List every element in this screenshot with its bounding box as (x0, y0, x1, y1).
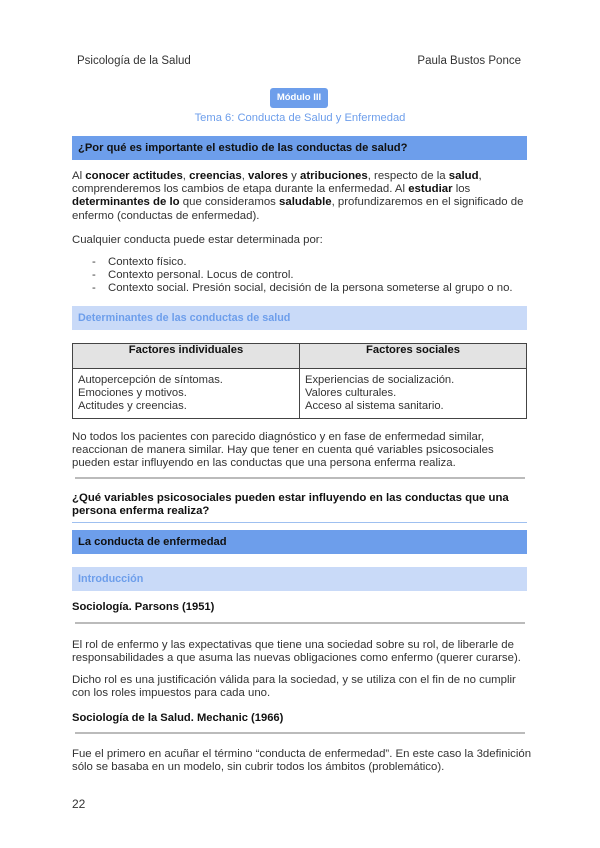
cell-line: Experiencias de socialización. (305, 374, 455, 386)
module-badge: Módulo III (270, 88, 328, 108)
header-author: Paula Bustos Ponce (417, 55, 521, 67)
divider (75, 732, 525, 734)
psychosocial-question: ¿Qué variables psicosociales pueden estar influyendo en las conductas que una persona enferma realiza? (72, 492, 509, 518)
divider (72, 522, 527, 523)
mechanic-title: Sociología de la Salud. Mechanic (1966) (72, 712, 284, 724)
cell-line: Valores culturales. (305, 387, 397, 400)
parsons-title: Sociología. Parsons (1951) (72, 601, 215, 613)
determined-by-text: Cualquier conducta puede estar determinada por: (72, 234, 323, 246)
patients-paragraph: No todos los pacientes con parecido diagnóstico y en fase de enfermedad similar, reaccionan de manera similar. Hay que tener en cuenta qué variables psicosociales pueden estar influyendo en las conductas que una persona enferma realiza. (72, 431, 494, 470)
table-header-row (73, 344, 527, 369)
topic-title: Tema 6: Conducta de Salud y Enfermedad (194, 112, 406, 124)
table-cell (300, 369, 527, 419)
table-cell (73, 369, 300, 419)
header-course: Psicología de la Salud (77, 55, 191, 67)
column-header: Factores sociales (300, 344, 527, 369)
parsons-paragraph-1: El rol de enfermo y las expectativas que tiene una sociedad sobre su rol, de liberarle de responsabilidades a que asuma las nuevas obligaciones como enfermo (querer curarse). (72, 639, 521, 665)
column-header: Factores individuales (73, 344, 300, 369)
cell-line: Actitudes y creencias. (78, 400, 187, 413)
intro-paragraph: Al conocer actitudes, creencias, valores y atribuciones, respecto de la salud, comprenderemos los cambios de etapa durante la enfermedad. Al estudiar los determinantes de lo que consideramos saludable, profundizaremos en el significado de enfermo (conductas de enfermedad). (72, 170, 524, 222)
mechanic-paragraph: Fue el primero en acuñar el término “conducta de enfermedad”. En este caso la 3definición sólo se basaba en un modelo, sin cubrir todos los ámbitos (problemático). (72, 748, 532, 774)
parsons-paragraph-2: Dicho rol es una justificación válida para la sociedad, y se utiliza con el fin de no cumplir con los roles impuestos para cada uno. (72, 674, 516, 700)
list-item: - Contexto social. Presión social, decisión de la persona someterse al grupo o no. (72, 282, 532, 295)
factors-table (72, 343, 527, 419)
context-list (72, 256, 532, 296)
cell-line: Autopercepción de síntomas. (78, 374, 223, 386)
page-number: 22 (72, 797, 86, 811)
divider (75, 622, 525, 624)
divider (75, 477, 525, 479)
list-item: - Contexto personal. Locus de control. (72, 269, 532, 282)
table-row (73, 369, 527, 419)
section-heading-importance: ¿Por qué es importante el estudio de las conductas de salud? (72, 136, 527, 160)
subheading-introduction: Introducción (72, 567, 527, 591)
section-heading-illness-behavior: La conducta de enfermedad (72, 530, 527, 554)
list-item: - Contexto físico. (72, 256, 532, 269)
cell-line: Emociones y motivos. (78, 387, 187, 400)
subheading-determinants: Determinantes de las conductas de salud (72, 306, 527, 330)
cell-line: Acceso al sistema sanitario. (305, 400, 444, 413)
